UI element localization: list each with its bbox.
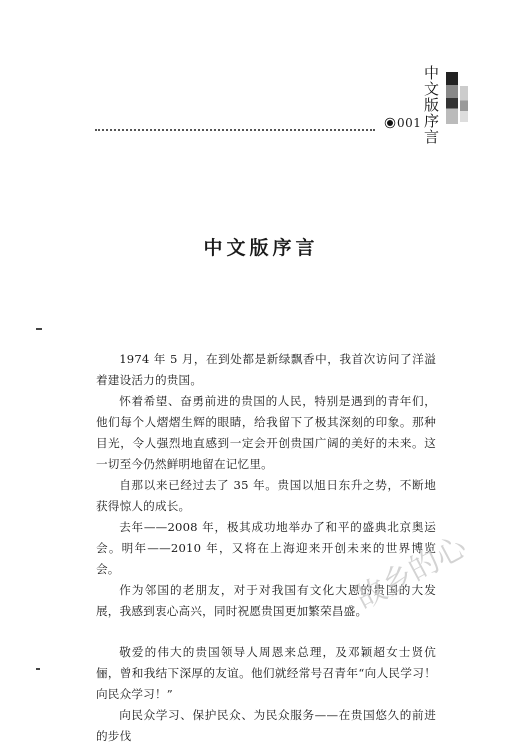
section-tab-decoration-2 [460,86,468,122]
margin-mark [36,328,42,330]
page-number-text: 001 [397,116,422,130]
header-dotted-rule [95,129,375,131]
watermark-stamp: 故乡的心 [350,529,473,617]
paragraph: 向民众学习、保护民众、为民众服务——在贵国悠久的前进的步伐 [96,708,436,743]
paragraph: 自那以来已经过去了 35 年。贵国以旭日东升之势，不断地获得惊人的成长。 [96,478,436,513]
paragraph: 敬爱的伟大的贵国领导人周恩来总理，及邓颖超女士贤伉俪，曾和我结下深厚的友谊。他们就经常号召青年“向人民学习！向民众学习！” [96,645,436,701]
section-tab: 中文版序言 [422,65,440,145]
page-number [386,116,421,130]
paragraph: 怀着希望、奋勇前进的贵国的人民，特别是遇到的青年们，他们每个人熠熠生辉的眼睛，给我留下了极其深刻的印象。那种目光，令人强烈地直感到一定会开创贵国广阔的美好的未来。这一切至今仍然鲜明地留在记忆里。 [96,394,436,471]
paragraph: 去年——2008 年，极其成功地举办了和平的盛典北京奥运会。明年——2010 年，又将在上海迎来开创未来的世界博览会。 [96,520,436,576]
page-bullet-icon [387,120,393,126]
paragraph: 作为邻国的老朋友，对于对我国有文化大恩的贵国的大发展，我感到衷心高兴，同时祝愿贵国更加繁荣昌盛。 [96,583,436,618]
page-title: 中文版序言 [203,237,319,259]
margin-mark [36,668,40,670]
body-text [96,349,436,747]
paragraph: 1974 年 5 月，在到处都是新绿飘香中，我首次访问了洋溢着建设活力的贵国。 [96,352,436,387]
section-tab-decoration [446,72,458,124]
